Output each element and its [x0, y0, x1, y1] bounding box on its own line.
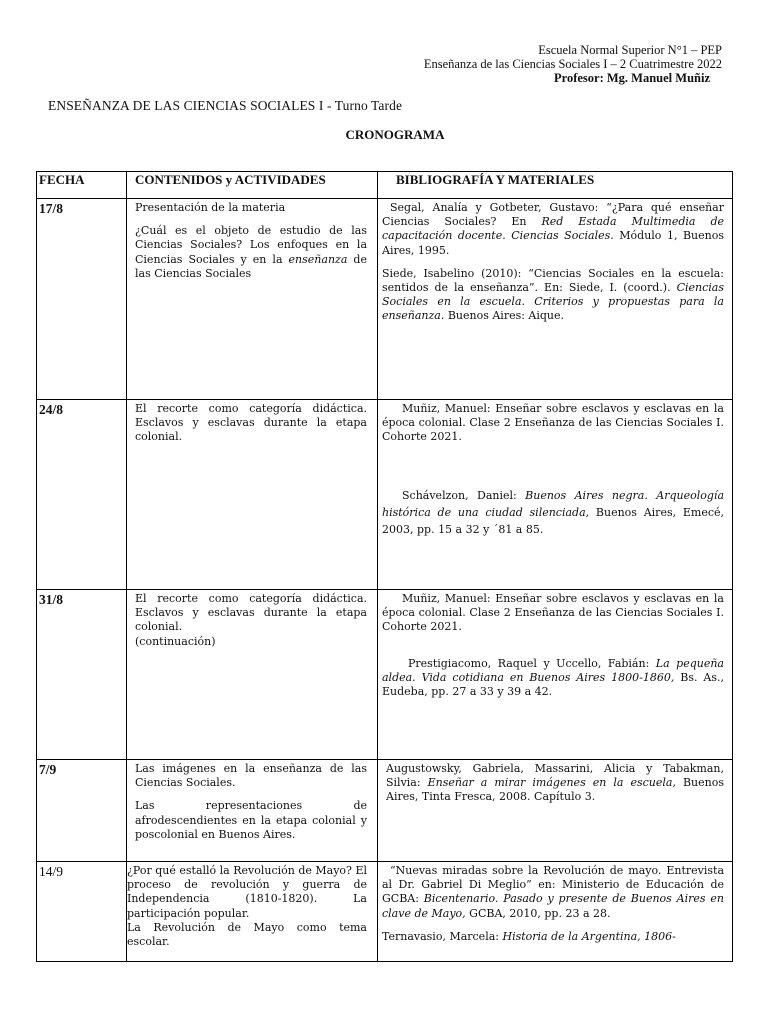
row-date: 31/8	[37, 590, 127, 760]
content-line: Presentación de la materia	[135, 201, 286, 214]
schedule-table	[36, 171, 733, 962]
bib-entry: “Nuevas miradas sobre la Revolución de mayo. Entrevista al Dr. Gabriel Di Meglio” en: Ministerio de Educación de GCBA: Bicentenario. Pasado y presente de Buenos Aires en clave de Mayo, GCBA, 2010, pp. 23 a 28.	[382, 864, 724, 920]
content-line: La Revolución de Mayo como tema escolar.	[127, 920, 367, 949]
bib-entry: Schávelzon, Daniel: Buenos Aires negra. Arqueología histórica de una ciudad silenciada, Buenos Aires, Emecé, 2003, pp. 15 a 32 y ´81 a 85.	[382, 488, 725, 536]
row-content	[127, 760, 378, 862]
row-date: 7/9	[37, 760, 127, 862]
bib-entry: Segal, Analía y Gotbeter, Gustavo: “¿Para qué enseñar Ciencias Sociales? En Red Estada Multimedia de capacitación docente. Ciencias Sociales. Módulo 1, Buenos Aires, 1995.	[382, 201, 724, 257]
bib-entry: Muñiz, Manuel: Enseñar sobre esclavos y esclavas en la época colonial. Clase 2 Enseñanza de las Ciencias Sociales I. Cohorte 2021.	[382, 402, 724, 444]
row-content	[127, 862, 378, 962]
row-bibliography	[378, 199, 733, 400]
content-line: Las representaciones de afrodescendientes en la etapa colonial y poscolonial en Buenos Aires.	[135, 799, 367, 841]
content-line: El recorte como categoría didáctica. Esclavos y esclavas durante la etapa colonial.	[135, 402, 367, 444]
header-content: CONTENIDOS y ACTIVIDADES	[127, 172, 378, 199]
table-row	[37, 400, 733, 590]
table-row	[37, 199, 733, 400]
content-line: ¿Por qué estalló la Revolución de Mayo? El proceso de revolución y guerra de Independencia (1810-1820). La participación popular.	[127, 864, 367, 920]
professor-name: Profesor: Mg. Manuel Muñiz	[554, 71, 710, 85]
bib-entry: Augustowsky, Gabriela, Massarini, Alicia y Tabakman, Silvia: Enseñar a mirar imágenes en la escuela, Buenos Aires, Tinta Fresca, 2008. Capítulo 3.	[386, 762, 724, 804]
header-bibliography: BIBLIOGRAFÍA Y MATERIALES	[378, 172, 733, 199]
content-line: (continuación)	[135, 634, 216, 648]
school-name: Escuela Normal Superior N°1 – PEP	[538, 43, 722, 57]
row-content	[127, 590, 378, 760]
row-bibliography	[378, 760, 733, 862]
bib-entry: Prestigiacomo, Raquel y Uccello, Fabián: La pequeña aldea. Vida cotidiana en Buenos Aires 1800-1860, Bs. As., Eudeba, pp. 27 a 33 y 39 a 42.	[382, 656, 724, 699]
header-date: FECHA	[37, 172, 127, 199]
table-row	[37, 862, 733, 962]
row-content	[127, 199, 378, 400]
row-bibliography	[378, 400, 733, 590]
course-title: ENSEÑANZA DE LAS CIENCIAS SOCIALES I - Turno Tarde	[48, 98, 403, 113]
row-date: 24/8	[37, 400, 127, 590]
row-date: 14/9	[37, 862, 127, 962]
content-line: Las imágenes en la enseñanza de las Ciencias Sociales.	[135, 762, 367, 790]
document-title: CRONOGRAMA	[345, 127, 445, 142]
table-row	[37, 760, 733, 862]
row-date: 17/8	[37, 199, 127, 400]
bib-entry: Ternavasio, Marcela: Historia de la Argentina, 1806-	[382, 929, 676, 943]
content-line: ¿Cuál es el objeto de estudio de las Ciencias Sociales? Los enfoques en la Ciencias Sociales y en la enseñanza de las Ciencias Sociales	[135, 224, 367, 280]
course-line: Enseñanza de las Ciencias Sociales I – 2 Cuatrimestre 2022	[423, 57, 722, 71]
bib-entry: Siede, Isabelino (2010): “Ciencias Sociales en la escuela: sentidos de la enseñanza”. En: Siede, I. (coord.). Ciencias Sociales en la escuela. Criterios y propuestas para la enseñanza. Buenos Aires: Aique.	[382, 266, 724, 323]
document-header	[424, 43, 722, 85]
row-content	[127, 400, 378, 590]
row-bibliography	[378, 862, 733, 962]
bib-entry: Muñiz, Manuel: Enseñar sobre esclavos y esclavas en la época colonial. Clase 2 Enseñanza de las Ciencias Sociales I. Cohorte 2021.	[382, 592, 724, 634]
content-line: El recorte como categoría didáctica. Esclavos y esclavas durante la etapa colonial.	[135, 592, 367, 634]
row-bibliography	[378, 590, 733, 760]
table-row	[37, 590, 733, 760]
table-header-row	[37, 172, 733, 199]
